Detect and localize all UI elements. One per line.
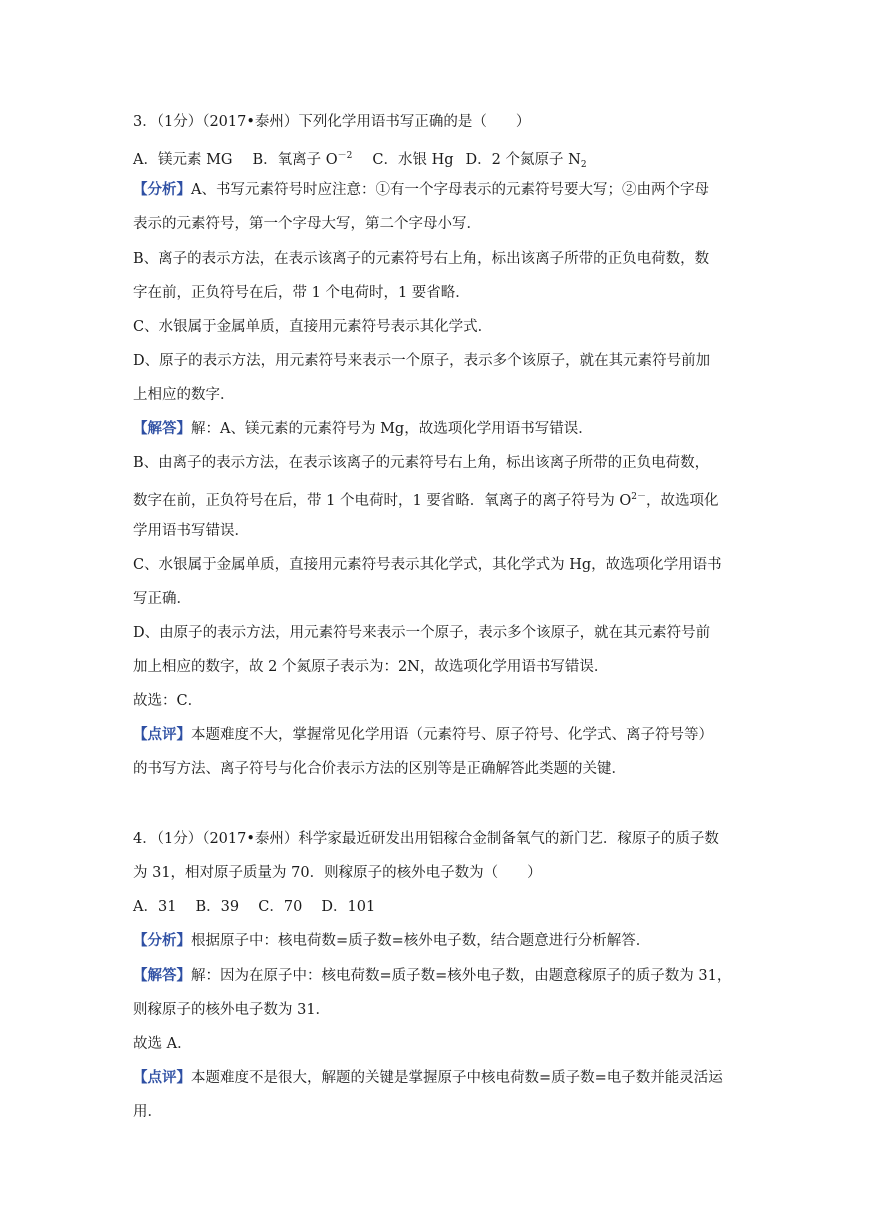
q3-analysis-line-7: 上相应的数字． — [133, 387, 235, 403]
answer-tag: 【解答】 — [133, 420, 191, 437]
q3-option-b — [253, 152, 353, 168]
q3-analysis-line-2: 表示的元素符号，第一个字母大写，第二个字母小写． — [133, 216, 481, 232]
q3-answer-line-8: 加上相应的数字，故 2 个氮原子表示为：2N，故选项化学用语书写错误． — [133, 659, 609, 675]
q3-analysis-line-3: B、离子的表示方法，在表示该离子的元素符号右上角，标出该离子所带的正负电荷数，数 — [133, 251, 710, 267]
answer-text: ，故选项化 — [646, 493, 719, 509]
analysis-text: A、书写元素符号时应注意：①有一个字母表示的元素符号要大写；②由两个字母 — [191, 182, 709, 198]
q3-comment-line-2: 的书写方法、离子符号与化合价表示方法的区别等是正确解答此类题的关键． — [133, 761, 626, 777]
q3-option-d-text: D．2 个氮原子 N — [465, 152, 581, 168]
q4-options: A．31 B．39 C．70 D．101 — [133, 899, 376, 915]
q4-header-line-2: 为 31，相对原子质量为 70．则稼原子的核外电子数为（ ） — [133, 865, 542, 881]
q3-answer-line-5: C、水银属于金属单质，直接用元素符号表示其化学式，其化学式为 Hg，故选项化学用语书 — [133, 557, 722, 573]
q3-analysis-line-1 — [133, 180, 709, 200]
q3-analysis-line-4: 字在前，正负符号在后，带 1 个电荷时，1 要省略． — [133, 285, 470, 301]
answer-text: 解：A、镁元素的元素符号为 Mg，故选项化学用语书写错误． — [191, 421, 593, 437]
answer-text: 数字在前，正负符号在后，带 1 个电荷时，1 要省略．氧离子的离子符号为 O — [133, 493, 632, 509]
answer-tag: 【解答】 — [133, 967, 191, 984]
q4-comment-line-2: 用． — [133, 1104, 162, 1120]
q3-option-d-subscript: 2 — [580, 160, 587, 170]
comment-tag: 【点评】 — [133, 1069, 191, 1086]
q3-answer-line-9: 故选：C． — [133, 693, 203, 709]
q3-answer-line-7: D、由原子的表示方法，用元素符号来表示一个原子，表示多个该原子，就在其元素符号前 — [133, 625, 711, 641]
q4-answer-line-2: 则稼原子的核外电子数为 31． — [133, 1002, 331, 1018]
comment-text: 本题难度不大，掌握常见化学用语（元素符号、原子符号、化学式、离子符号等） — [191, 727, 713, 743]
q3-option-a: A．镁元素 MG — [133, 152, 233, 168]
analysis-text: 根据原子中：核电荷数=质子数=核外电子数，结合题意进行分析解答． — [191, 933, 651, 949]
comment-text: 本题难度不是很大，解题的关键是掌握原子中核电荷数=质子数=电子数并能灵活运 — [191, 1070, 723, 1086]
q3-analysis-line-5: C、水银属于金属单质，直接用元素符号表示其化学式． — [133, 319, 493, 335]
q3-option-d — [466, 152, 587, 168]
q3-comment-line-1 — [133, 725, 713, 745]
q4-analysis — [133, 931, 650, 951]
q3-option-c: C．水银 Hg — [372, 152, 454, 168]
answer-text: 解：因为在原子中：核电荷数=质子数=核外电子数，由题意稼原子的质子数为 31， — [191, 968, 732, 984]
q4-answer-line-3: 故选 A． — [133, 1036, 192, 1052]
q3-answer-line-6: 写正确． — [133, 591, 191, 607]
q4-comment-line-1 — [133, 1068, 723, 1088]
q3-answer-line-1 — [133, 419, 593, 439]
analysis-tag: 【分析】 — [133, 932, 191, 949]
q4-header-line-1: 4．（1分）（2017•泰州）科学家最近研发出用铝稼合金制备氧气的新门艺．稼原子的质子数 — [133, 831, 719, 847]
q3-options — [133, 146, 587, 175]
q3-option-b-text: B．氧离子 O — [252, 152, 338, 168]
q3-answer-line-2: B、由离子的表示方法，在表示该离子的元素符号右上角，标出该离子所带的正负电荷数， — [133, 455, 710, 471]
analysis-tag: 【分析】 — [133, 181, 191, 198]
q3-header: 3．（1分）（2017•泰州）下列化学用语书写正确的是（ ） — [133, 114, 531, 130]
q3-answer-line-3 — [133, 487, 719, 511]
q4-answer-line-1 — [133, 966, 731, 986]
oxygen-ion-charge: 2－ — [631, 492, 647, 502]
comment-tag: 【点评】 — [133, 726, 191, 743]
q3-option-b-charge: －2 — [337, 151, 353, 161]
q3-analysis-line-6: D、原子的表示方法，用元素符号来表示一个原子，表示多个该原子，就在其元素符号前加 — [133, 353, 711, 369]
q3-answer-line-4: 学用语书写错误． — [133, 523, 249, 539]
